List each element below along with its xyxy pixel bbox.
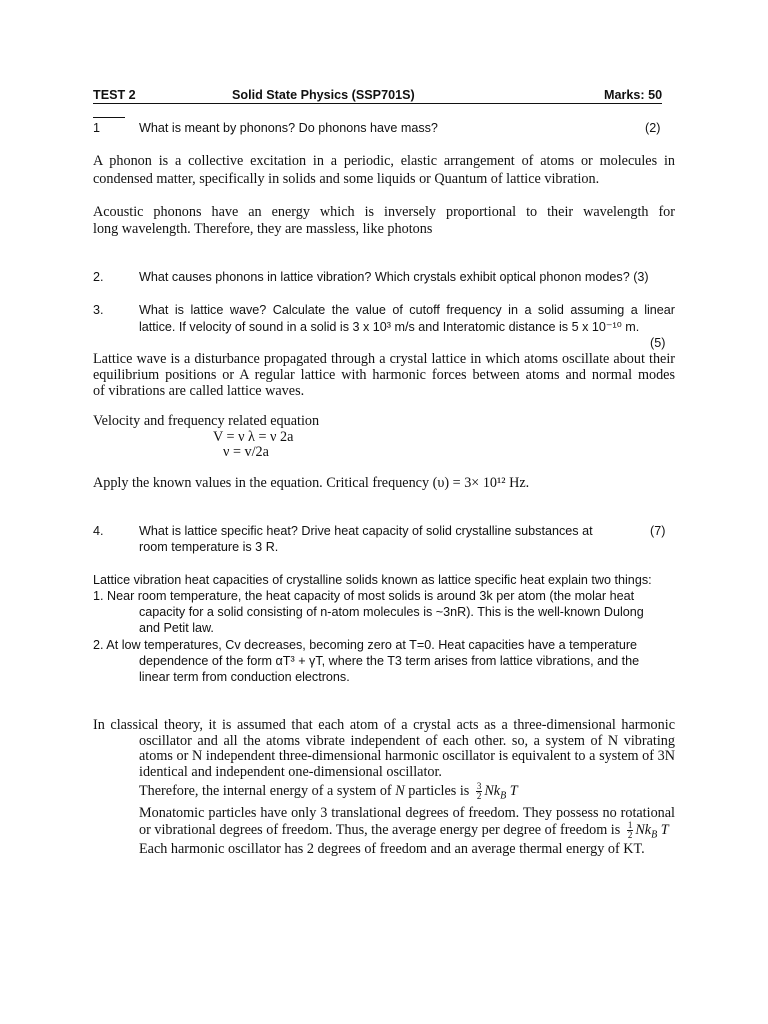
q4-item1-line3: and Petit law. (139, 621, 214, 635)
q1-answer-p1-line1: A phonon is a collective excitation in a periodic, elastic arrangement of atoms or molecules in (93, 153, 675, 169)
q3-equation-2: ν = v/2a (223, 444, 269, 460)
q1-answer-p1-line2: condensed matter, specifically in solids and some liquids or Quantum of lattice vibration. (93, 171, 600, 187)
q1-answer-p2-line2: long wavelength. Therefore, they are massless, like photons (93, 221, 433, 237)
q4-internal-var: N (395, 782, 405, 799)
q1-marks: (2) (645, 121, 661, 135)
q4-internal-energy: Therefore, the internal energy of a system of N particles is $\frac{3}{2}$ $Nk_B$ T (139, 781, 518, 802)
q3-question-line2: lattice. If velocity of sound in a solid is 3 x 10³ m/s and Interatomic distance is 5 x 10⁻¹⁰ m. (139, 320, 640, 334)
q3-equation-1: V = ν λ = ν 2a (213, 429, 294, 445)
q3-apply-text: Apply the known values in the equation. Critical frequency (υ) = 3× 10¹² Hz. (93, 475, 530, 491)
q4-item1-line1: 1. Near room temperature, the heat capacity of most solids is around 3k per atom (the molar heat (93, 589, 635, 603)
q1-question: What is meant by phonons? Do phonons have mass? (139, 121, 438, 135)
q4-intro: Lattice vibration heat capacities of crystalline solids known as lattice specific heat explain two things: (93, 573, 652, 587)
q4-internal-tail: particles is (408, 782, 470, 799)
q3-answer-line1: Lattice wave is a disturbance propagated through a crystal lattice in which atoms oscillate about their (93, 351, 675, 367)
q3-answer-line3: of vibrations are called lattice waves. (93, 383, 305, 399)
q4-item2-line3: linear term from conduction electrons. (139, 670, 350, 684)
q3-equation-intro: Velocity and frequency related equation (93, 413, 320, 429)
q4-item1-line2: capacity for a solid consisting of n-atom molecules is ~3nR). This is the well-known Dulong (139, 605, 644, 619)
q4-mono-line2: or vibrational degrees of freedom. Thus, the average energy per degree of freedom is (139, 821, 621, 838)
q4-number: 4. (93, 524, 104, 538)
q4-classical-line1: In classical theory, it is assumed that each atom of a crystal acts as a three-dimensional harmonic (93, 717, 675, 733)
q4-classical-line2: oscillator and all the atoms vibrate independent of each other. so, a system of N vibrating (139, 733, 675, 749)
q3-question-line1: What is lattice wave? Calculate the value of cutoff frequency in a solid assuming a linear (139, 303, 675, 317)
q3-marks: (5) (650, 336, 666, 350)
q4-classical-line3: atoms or N independent three-dimensional harmonic oscillator is equivalent to a system of 3N (139, 748, 675, 764)
q4-harmonic-line: Each harmonic oscillator has 2 degrees of freedom and an average thermal energy of KT. (139, 841, 645, 857)
q3-number: 3. (93, 303, 104, 317)
test-label: TEST 2 (93, 88, 136, 102)
marks-total: Marks: 50 (604, 88, 663, 102)
q4-classical-line4: identical and independent one-dimensional oscillator. (139, 764, 442, 780)
header-underline (93, 103, 662, 104)
q2-number: 2. (93, 270, 104, 284)
course-title: Solid State Physics (SSP701S) (232, 88, 415, 102)
q4-mono-fraction: $\frac{1}{2}$ (627, 820, 633, 840)
q4-item2-line2: dependence of the form αT³ + γT, where the T3 term arises from lattice vibrations, and the (139, 654, 640, 668)
q1-answer-p2-line1: Acoustic phonons have an energy which is inversely proportional to their wavelength for (93, 204, 675, 220)
q2-question: What causes phonons in lattice vibration? Which crystals exhibit optical phonon modes? (3) (139, 270, 649, 284)
q4-marks: (7) (650, 524, 666, 538)
q4-internal-fraction: $\frac{3}{2}$ (476, 781, 482, 801)
q4-question-line2: room temperature is 3 R. (139, 540, 279, 554)
q4-item2-line1: 2. At low temperatures, Cv decreases, becoming zero at T=0. Heat capacities have a temperature (93, 638, 638, 652)
q4-mono-line1: Monatomic particles have only 3 translational degrees of freedom. They possess no rotational (139, 805, 675, 821)
q3-answer-line2: equilibrium positions or A regular lattice with harmonic forces between atoms and normal modes (93, 367, 675, 383)
q4-mono-line2-wrap: or vibrational degrees of freedom. Thus, the average energy per degree of freedom is $\frac{1}{2}$ $Nk_B$ T (139, 820, 669, 841)
q1-number: 1 (93, 121, 101, 135)
q4-question-line1: What is lattice specific heat? Drive heat capacity of solid crystalline substances at (139, 524, 593, 538)
q4-internal-text: Therefore, the internal energy of a system of (139, 782, 392, 799)
question-marker-line (93, 117, 125, 118)
